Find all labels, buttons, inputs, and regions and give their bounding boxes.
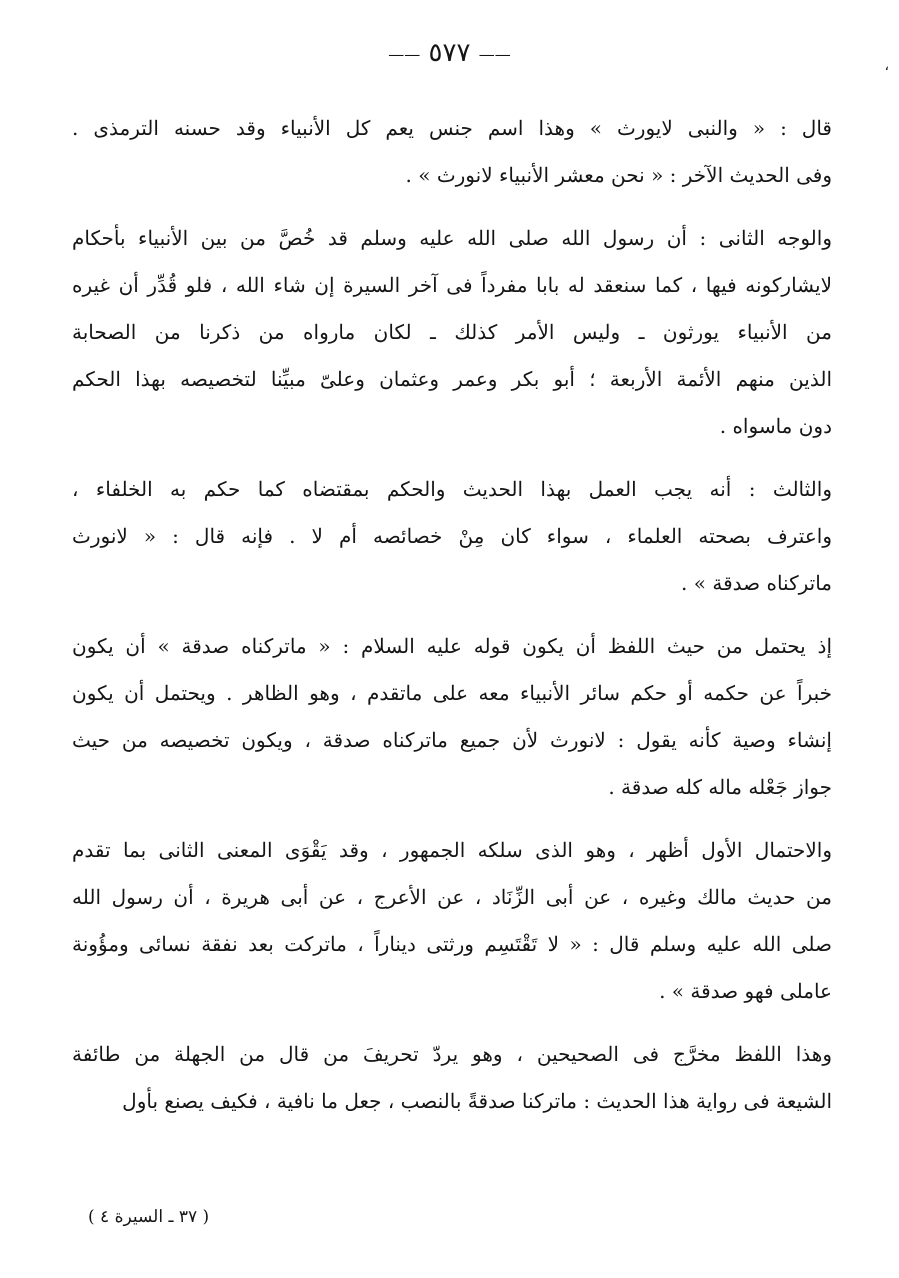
text-line: من حديث مالك وغيره ، عن أبى الزِّنَاد ، عن الأعرج ، عن أبى هريرة ، أن رسول الله (72, 885, 832, 909)
text-line: دون ماسواه . (719, 414, 832, 438)
header-dash-right: —— (478, 44, 511, 64)
text-line: والاحتمال الأول أظهر ، وهو الذى سلكه الجمهور ، وقد يَقْوَى المعنى الثانى بما تقدم (72, 838, 832, 862)
text-line: خبراً عن حكمه أو حكم سائر الأنبياء معه على ماتقدم ، وهو الظاهر . ويحتمل أن يكون (72, 681, 832, 705)
text-line: صلى الله عليه وسلم قال : « لا تَقْتَسِم ورثتى ديناراً ، ماتركت بعد نفقة نسائى ومؤُونة (72, 932, 832, 956)
paragraph (72, 215, 832, 450)
text-line: الشيعة فى رواية هذا الحديث : ماتركنا صدقةً بالنصب ، جعل ما نافية ، فكيف يصنع بأول (122, 1089, 832, 1113)
text-line: جواز جَعْله ماله كله صدقة . (608, 775, 832, 799)
text-line: ماتركناه صدقة » . (681, 571, 832, 595)
text-line: وفى الحديث الآخر : « نحن معشر الأنبياء لانورث » . (405, 163, 832, 187)
text-line: لايشاركونه فيها ، كما سنعقد له بابا مفرداً فى آخر السيرة إن شاء الله ، فلو قُدِّر أن غيره (72, 273, 832, 297)
page-number: ٥٧٧ (428, 38, 471, 68)
text-line: والوجه الثانى : أن رسول الله صلى الله عليه وسلم قد خُصَّ من بين الأنبياء بأحكام (72, 226, 832, 250)
paragraph (72, 1031, 832, 1125)
text-line: وهذا اللفظ مخرَّج فى الصحيحين ، وهو يردّ تحريفَ من قال من الجهلة من طائفة (72, 1042, 832, 1066)
text-line: قال : « والنبى لايورث » وهذا اسم جنس يعم كل الأنبياء وقد حسنه الترمذى . (72, 116, 832, 140)
body-text (72, 105, 832, 1141)
text-line: إذ يحتمل من حيث اللفظ أن يكون قوله عليه السلام : « ماتركناه صدقة » أن يكون (72, 634, 832, 658)
page-header (0, 38, 899, 68)
paragraph (72, 105, 832, 199)
text-line: الذين منهم الأئمة الأربعة ؛ أبو بكر وعمر وعثمان وعلىّ مبيِّنا لتخصيصه بهذا الحكم (72, 367, 832, 391)
text-line: واعترف بصحته العلماء ، سواء كان مِنْ خصائصه أم لا . فإنه قال : « لانورث (72, 524, 832, 548)
signature-footer: ( ٣٧ ـ السيرة ٤ ) (88, 1207, 210, 1227)
corner-mark: ، (884, 58, 889, 74)
paragraph (72, 827, 832, 1015)
header-dash-left: —— (388, 44, 421, 64)
text-line: إنشاء وصية كأنه يقول : لانورث لأن جميع ماتركناه صدقة ، ويكون تخصيصه من حيث (72, 728, 832, 752)
text-line: عاملى فهو صدقة » . (659, 979, 832, 1003)
paragraph (72, 466, 832, 607)
text-line: من الأنبياء يورثون ـ وليس الأمر كذلك ـ لكان مارواه من ذكرنا من الصحابة (72, 320, 832, 344)
paragraph (72, 623, 832, 811)
text-line: والثالث : أنه يجب العمل بهذا الحديث والحكم بمقتضاه كما حكم به الخلفاء ، (72, 477, 832, 501)
